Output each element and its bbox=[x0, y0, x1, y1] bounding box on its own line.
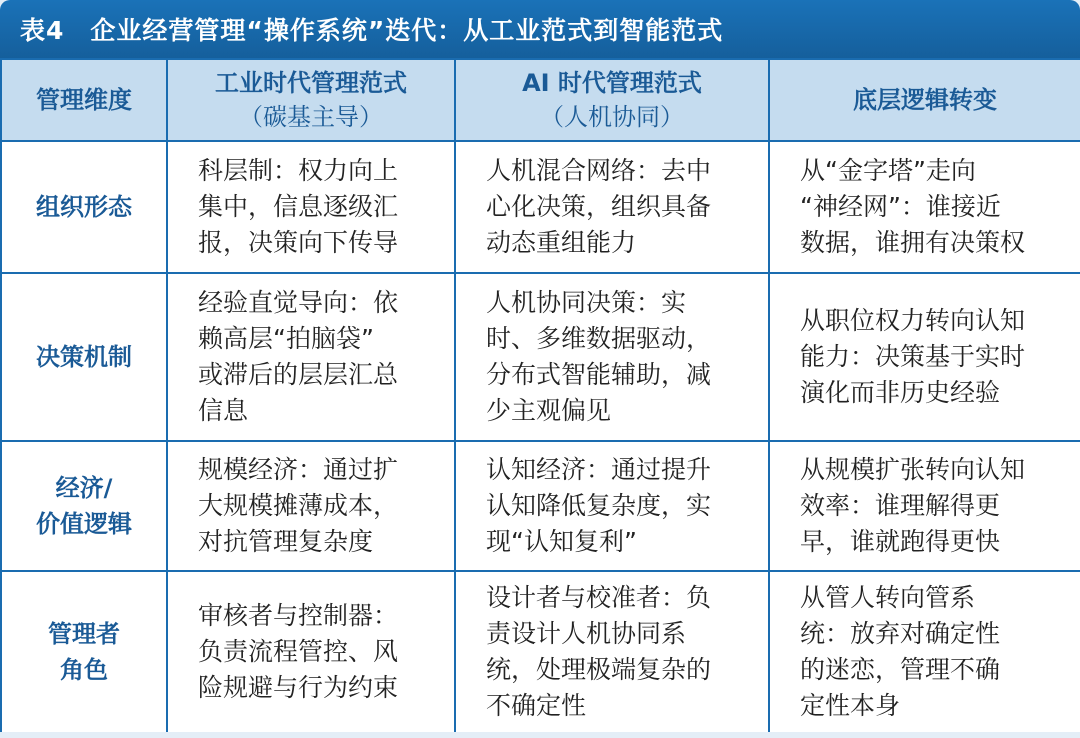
row-industrial: 审核者与控制器： 负责流程管控、风 险规避与行为约束 bbox=[167, 571, 455, 733]
header-industrial-title: 工业时代管理范式 bbox=[215, 69, 407, 97]
row-shift: 从职位权力转向认知 能力：决策基于实时 演化而非历史经验 bbox=[769, 273, 1080, 441]
header-industrial-subtitle: （碳基主导） bbox=[239, 103, 383, 131]
row-ai: 设计者与校准者：负 责设计人机协同系 统，处理极端复杂的 不确定性 bbox=[455, 571, 769, 733]
table-header-row bbox=[1, 59, 1080, 141]
header-ai-title: AI 时代管理范式 bbox=[522, 69, 702, 97]
row-dimension: 决策机制 bbox=[1, 273, 167, 441]
table-row bbox=[1, 571, 1080, 733]
header-shift: 底层逻辑转变 bbox=[769, 59, 1080, 141]
row-dimension: 管理者 角色 bbox=[1, 571, 167, 733]
bottom-border bbox=[0, 732, 1080, 738]
row-shift: 从管人转向管系 统：放弃对确定性 的迷恋，管理不确 定性本身 bbox=[769, 571, 1080, 733]
header-ai-subtitle: （人机协同） bbox=[540, 103, 684, 131]
table-row bbox=[1, 141, 1080, 273]
header-dimension: 管理维度 bbox=[1, 59, 167, 141]
row-industrial: 经验直觉导向：依 赖高层“拍脑袋” 或滞后的层层汇总 信息 bbox=[167, 273, 455, 441]
header-ai bbox=[455, 59, 769, 141]
table-row bbox=[1, 273, 1080, 441]
row-ai: 认知经济：通过提升 认知降低复杂度，实 现“认知复利” bbox=[455, 441, 769, 571]
row-ai: 人机混合网络：去中 心化决策，组织具备 动态重组能力 bbox=[455, 141, 769, 273]
row-ai: 人机协同决策：实 时、多维数据驱动， 分布式智能辅助，减 少主观偏见 bbox=[455, 273, 769, 441]
row-industrial: 科层制：权力向上 集中，信息逐级汇 报，决策向下传导 bbox=[167, 141, 455, 273]
row-dimension: 组织形态 bbox=[1, 141, 167, 273]
header-industrial bbox=[167, 59, 455, 141]
row-dimension: 经济/ 价值逻辑 bbox=[1, 441, 167, 571]
row-shift: 从“金字塔”走向 “神经网”：谁接近 数据，谁拥有决策权 bbox=[769, 141, 1080, 273]
row-industrial: 规模经济：通过扩 大规模摊薄成本， 对抗管理复杂度 bbox=[167, 441, 455, 571]
row-shift: 从规模扩张转向认知 效率：谁理解得更 早，谁就跑得更快 bbox=[769, 441, 1080, 571]
table-title: 表4 企业经营管理“操作系统”迭代：从工业范式到智能范式 bbox=[0, 0, 1080, 58]
comparison-table bbox=[0, 58, 1080, 734]
table-row bbox=[1, 441, 1080, 571]
